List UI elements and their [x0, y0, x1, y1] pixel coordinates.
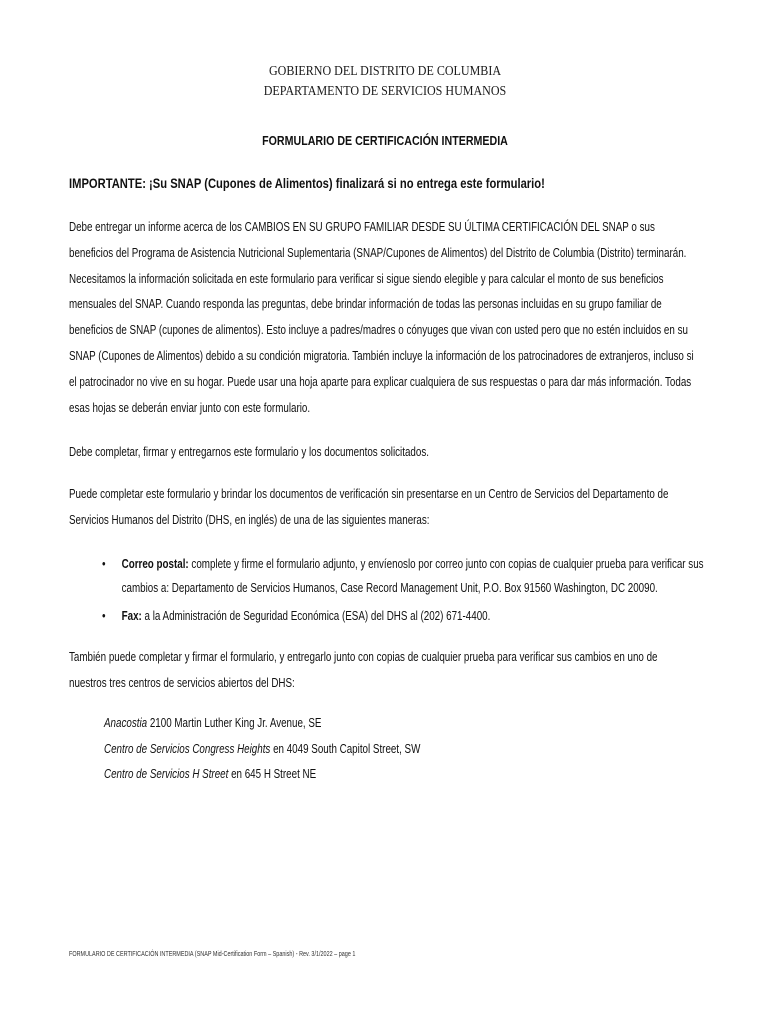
submission-options-paragraph: Puede completar este formulario y brindar los documentos de verificación sin presentarse en un Centro de Servicios del Departamento de Servicios Humanos del Distrito (DHS, en inglés) de una de las siguientes maneras: [69, 487, 669, 527]
fax-text: a la Administración de Seguridad Económica (ESA) del DHS al (202) 671-4400. [141, 609, 491, 623]
form-title: FORMULARIO DE CERTIFICACIÓN INTERMEDIA [262, 133, 508, 148]
agency-name-line2: DEPARTAMENTO DE SERVICIOS HUMANOS [263, 84, 507, 99]
service-center-congress-heights [104, 737, 420, 763]
list-item-fax [102, 604, 706, 628]
center-name: Centro de Servicios H Street [104, 767, 229, 781]
center-name: Anacostia [104, 716, 148, 730]
center-address: en 645 H Street NE [228, 767, 317, 781]
fax-label: Fax: [121, 609, 142, 623]
important-notice: IMPORTANTE: ¡Su SNAP (Cupones de Alimentos) finalizará si no entrega este formulario! [69, 175, 545, 191]
center-address: en 4049 South Capitol Street, SW [270, 741, 421, 756]
mail-label: Correo postal: [121, 557, 189, 571]
center-name: Centro de Servicios Congress Heights [104, 741, 271, 756]
page-footer: FORMULARIO DE CERTIFICACIÓN INTERMEDIA (SNAP Mid-Certification Form – Spanish) - Rev. 3/1/2022 – page 1 [69, 951, 356, 958]
list-item-mail [102, 552, 706, 600]
bullet-icon: • [102, 608, 106, 623]
service-center-h-street [104, 762, 420, 788]
bullet-icon: • [102, 556, 106, 571]
completion-paragraph: Debe completar, firmar y entregarnos este formulario y los documentos solicitados. [69, 445, 429, 459]
agency-name-line1: GOBIERNO DEL DISTRITO DE COLUMBIA [268, 64, 502, 79]
intro-paragraph: Debe entregar un informe acerca de los CAMBIOS EN SU GRUPO FAMILIAR DESDE SU ÚLTIMA CERTIFICACIÓN DEL SNAP o sus beneficios del Programa de Asistencia Nutricional Suplementaria (SNAP/Cupones de Alimentos) del Distrito de Columbia (Distrito) terminarán. Necesitamos la información solicitada en este formulario para verificar si sigue siendo elegible y para calcular el monto de sus beneficios mensuales del SNAP. Cuando responda las preguntas, debe brindar información de todas las personas incluidas en su grupo familiar de beneficios de SNAP (cupones de alimentos). Esto incluye a padres/madres o cónyuges que vivan con usted pero que no estén incluidos en su SNAP (Cupones de Alimentos) debido a su condición migratoria. También incluye la información de los patrocinadores de extranjeros, incluso si el patrocinador no vive en su hogar. Puede usar una hoja aparte para explicar cualquiera de sus respuestas o para dar más información. Todas esas hojas se deberán enviar junto con este formulario. [69, 220, 694, 415]
center-address: 2100 Martin Luther King Jr. Avenue, SE [147, 716, 322, 730]
service-center-anacostia [104, 711, 420, 737]
service-centers-list [104, 711, 420, 788]
submission-methods-list [102, 552, 706, 628]
mail-text: complete y firme el formulario adjunto, y envíenoslo por correo junto con copias de cualquier prueba para verificar sus cambios a: Departamento de Servicios Humanos, Case Record Management Unit, P.O. Box 91560 Washington, DC 20090. [121, 557, 704, 595]
service-centers-paragraph: También puede completar y firmar el formulario, y entregarlo junto con copias de cualquier prueba para verificar sus cambios en uno de nuestros tres centros de servicios abiertos del DHS: [69, 650, 658, 690]
